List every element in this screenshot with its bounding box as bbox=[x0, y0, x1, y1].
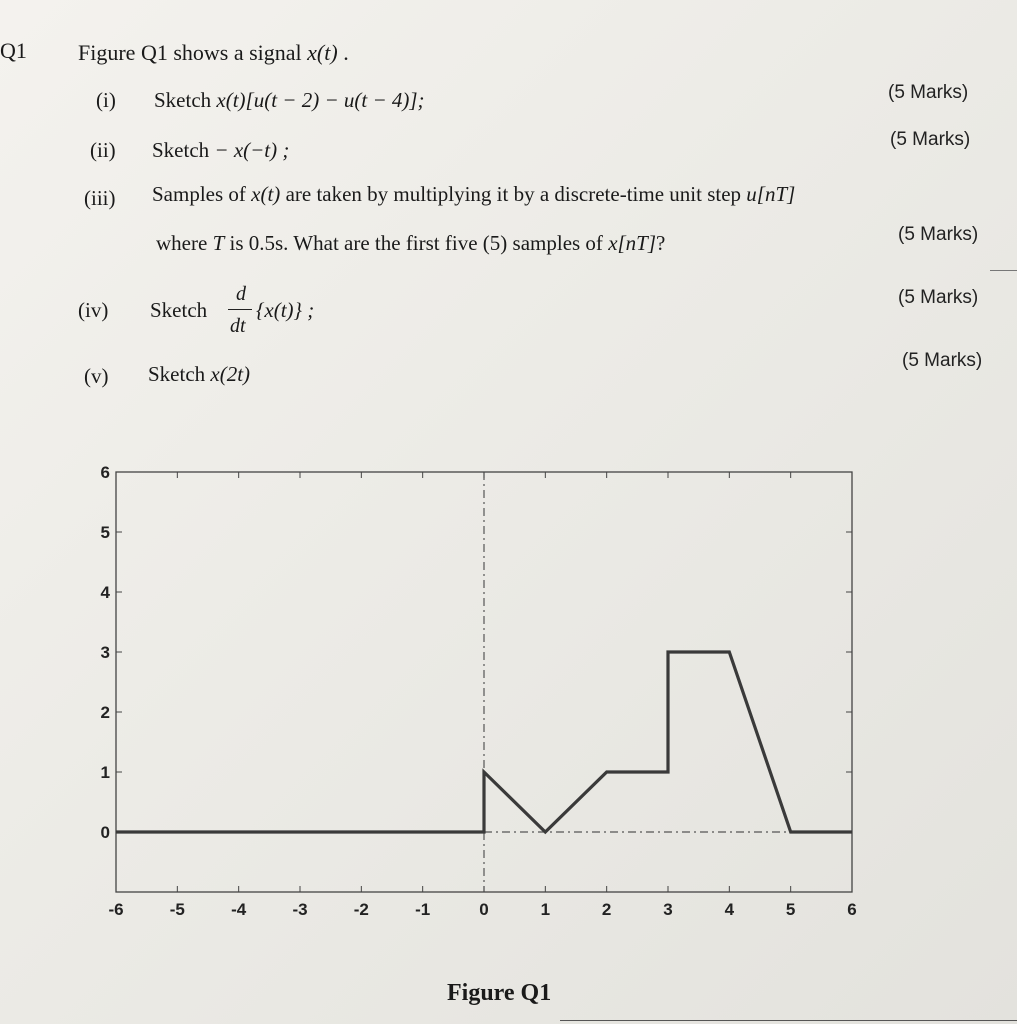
x-tick-labels bbox=[108, 900, 856, 919]
part-iii-line2-b: is 0.5s. What are the first five (5) samples of bbox=[224, 231, 609, 255]
part-ii-label: (ii) bbox=[90, 138, 116, 162]
part-ii-math: − x(−t) ; bbox=[214, 138, 290, 162]
bottom-rule bbox=[560, 1020, 1017, 1021]
question-intro-signal: x(t) bbox=[307, 40, 338, 65]
part-v-label: (v) bbox=[84, 364, 109, 388]
part-iii-line2-a: where bbox=[156, 231, 213, 255]
part-v-math: x(2t) bbox=[210, 362, 251, 386]
part-iv-label: (iv) bbox=[78, 298, 109, 322]
part-iv-frac-num: d bbox=[236, 283, 246, 305]
question-intro-end: . bbox=[337, 40, 349, 65]
x-tick-label: 5 bbox=[785, 900, 796, 919]
part-i-math: x(t)[u(t − 2) − u(t − 4)]; bbox=[216, 88, 425, 112]
figure-caption: Figure Q1 bbox=[447, 980, 552, 1006]
y-tick-label: 3 bbox=[100, 643, 110, 662]
part-iii-label: (iii) bbox=[84, 186, 116, 210]
x-tick-label: -4 bbox=[231, 900, 247, 919]
x-tick-label: 1 bbox=[540, 900, 551, 919]
x-tick-label: 0 bbox=[479, 900, 489, 919]
part-iv-frac-den: dt bbox=[230, 315, 246, 337]
x-tick-label: -1 bbox=[415, 900, 431, 919]
part-iii-line2-T: T bbox=[212, 231, 225, 255]
y-tick-label: 6 bbox=[100, 463, 110, 482]
part-v-verb: Sketch bbox=[148, 362, 211, 386]
x-tick-label: 2 bbox=[601, 900, 612, 919]
part-ii-verb: Sketch bbox=[152, 138, 215, 162]
x-tick-label: -6 bbox=[108, 900, 124, 919]
y-tick-label: 2 bbox=[100, 703, 110, 722]
x-tick-label: -3 bbox=[292, 900, 308, 919]
y-tick-label: 4 bbox=[100, 583, 110, 602]
part-iii-line1-b: are taken by multiplying it by a discrete-time unit step bbox=[280, 182, 747, 206]
part-iii-line1-step: u[nT] bbox=[746, 182, 796, 206]
x-tick-label: -2 bbox=[353, 900, 369, 919]
part-iii-line2-c: ? bbox=[656, 231, 666, 255]
question-intro-text: Figure Q1 shows a signal bbox=[78, 40, 308, 65]
part-iii-line1-signal: x(t) bbox=[251, 182, 281, 206]
part-iii-line2-samples: x[nT] bbox=[608, 231, 657, 255]
part-iv-marks: (5 Marks) bbox=[898, 287, 979, 308]
y-tick-label: 5 bbox=[100, 523, 110, 542]
y-tick-labels bbox=[101, 463, 111, 842]
part-i-verb: Sketch bbox=[154, 88, 217, 112]
x-tick-label: 6 bbox=[847, 900, 857, 919]
part-v-marks: (5 Marks) bbox=[902, 350, 983, 371]
part-iv-verb: Sketch bbox=[150, 298, 208, 322]
part-iii-marks: (5 Marks) bbox=[898, 224, 979, 245]
x-tick-label: 3 bbox=[663, 900, 673, 919]
y-tick-label: 0 bbox=[100, 823, 110, 842]
x-tick-label: -5 bbox=[169, 900, 185, 919]
part-i-marks: (5 Marks) bbox=[888, 82, 969, 103]
part-iii-line1-a: Samples of bbox=[152, 182, 252, 206]
x-tick-label: 4 bbox=[724, 900, 735, 919]
y-tick-label: 1 bbox=[100, 763, 110, 782]
question-number: Q1 bbox=[0, 38, 27, 63]
part-i-label: (i) bbox=[96, 88, 116, 112]
part-iv-signal: {x(t)} ; bbox=[256, 298, 315, 322]
part-ii-marks: (5 Marks) bbox=[890, 129, 971, 150]
